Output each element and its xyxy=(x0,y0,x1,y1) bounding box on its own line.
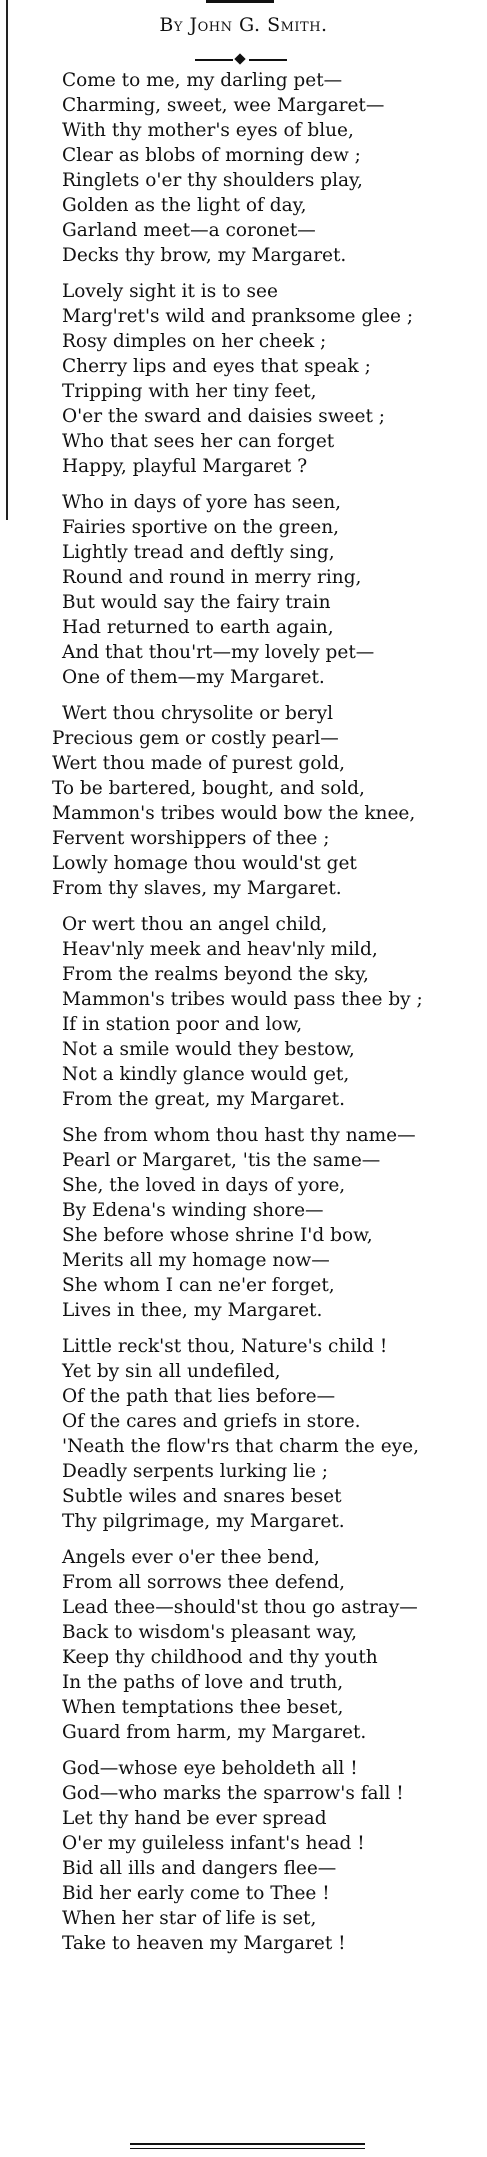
poem-line: Of the cares and griefs in store. xyxy=(62,1411,361,1432)
poem-line: Back to wisdom's pleasant way, xyxy=(62,1622,357,1643)
poem-line: Heav'nly meek and heav'nly mild, xyxy=(62,939,378,960)
poem-line: Subtle wiles and snares beset xyxy=(62,1486,342,1507)
top-rule xyxy=(206,0,274,3)
ornament-line-right xyxy=(249,59,287,61)
poem-line: Charming, sweet, wee Margaret— xyxy=(62,95,385,116)
poem-line: And that thou'rt—my lovely pet— xyxy=(62,642,375,663)
poem-line: Clear as blobs of morning dew ; xyxy=(62,145,361,166)
stanza xyxy=(0,1545,487,1745)
poem-line: Not a smile would they bestow, xyxy=(62,1039,355,1060)
poem-line: 'Neath the flow'rs that charm the eye, xyxy=(62,1436,419,1457)
poem-line: From the great, my Margaret. xyxy=(62,1089,345,1110)
poem-line: She, the loved in days of yore, xyxy=(62,1175,346,1196)
poem-line: Wert thou chrysolite or beryl xyxy=(62,703,334,724)
bottom-rule xyxy=(130,2143,365,2149)
poem-line: From all sorrows thee defend, xyxy=(62,1572,346,1593)
poem-line: Round and round in merry ring, xyxy=(62,567,362,588)
poem-line: Of the path that lies before— xyxy=(62,1386,336,1407)
poem-line: Yet by sin all undefiled, xyxy=(62,1361,281,1382)
poem-line: With thy mother's eyes of blue, xyxy=(62,120,354,141)
poem-line: In the paths of love and truth, xyxy=(62,1672,344,1693)
poem-line: Bid all ills and dangers flee— xyxy=(62,1858,337,1879)
poem-line: She before whose shrine I'd bow, xyxy=(62,1225,373,1246)
poem-line: Cherry lips and eyes that speak ; xyxy=(62,356,371,377)
poem-line: Take to heaven my Margaret ! xyxy=(62,1933,346,1954)
poem-line: By Edena's winding shore— xyxy=(62,1200,324,1221)
ornament-divider xyxy=(195,56,287,64)
poem-line: Who that sees her can forget xyxy=(62,431,335,452)
poem-line: She whom I can ne'er forget, xyxy=(62,1275,335,1296)
poem-line: Fervent worshippers of thee ; xyxy=(52,828,330,849)
poem-line: Ringlets o'er thy shoulders play, xyxy=(62,170,363,191)
poem-line: O'er the sward and daisies sweet ; xyxy=(62,406,385,427)
poem-line: From thy slaves, my Margaret. xyxy=(52,878,342,899)
poem-line: Angels ever o'er thee bend, xyxy=(62,1547,320,1568)
poem-line: Pearl or Margaret, 'tis the same— xyxy=(62,1150,381,1171)
poem-line: Let thy hand be ever spread xyxy=(62,1808,327,1829)
poem-line: Lovely sight it is to see xyxy=(62,281,278,302)
poem-line: To be bartered, bought, and sold, xyxy=(52,778,365,799)
poem-line: When her star of life is set, xyxy=(62,1908,317,1929)
poem-line: Had returned to earth again, xyxy=(62,617,334,638)
poem-line: Precious gem or costly pearl— xyxy=(52,728,339,749)
poem-line: Keep thy childhood and thy youth xyxy=(62,1647,378,1668)
poem-line: She from whom thou hast thy name— xyxy=(62,1125,416,1146)
poem-line: God—whose eye beholdeth all ! xyxy=(62,1758,358,1779)
stanza xyxy=(0,1756,487,1956)
poem-line: Mammon's tribes would bow the knee, xyxy=(52,803,416,824)
poem-line: Lives in thee, my Margaret. xyxy=(62,1300,323,1321)
poem-body xyxy=(0,68,487,1967)
poem-line: Happy, playful Margaret ? xyxy=(62,456,308,477)
stanza xyxy=(0,68,487,268)
poem-line: Lightly tread and deftly sing, xyxy=(62,542,335,563)
poem-line: From the realms beyond the sky, xyxy=(62,964,369,985)
poem-line: One of them—my Margaret. xyxy=(62,667,325,688)
poem-line: Lowly homage thou would'st get xyxy=(52,853,357,874)
poem-line: Decks thy brow, my Margaret. xyxy=(62,245,347,266)
ornament-line-left xyxy=(195,59,233,61)
stanza xyxy=(0,490,487,690)
poem-line: Little reck'st thou, Nature's child ! xyxy=(62,1336,388,1357)
poem-line: Guard from harm, my Margaret. xyxy=(62,1722,367,1743)
poem-line: When temptations thee beset, xyxy=(62,1697,344,1718)
stanza xyxy=(0,701,487,901)
poem-line: Deadly serpents lurking lie ; xyxy=(62,1461,329,1482)
poem-line: Come to me, my darling pet— xyxy=(62,70,343,91)
poem-line: O'er my guileless infant's head ! xyxy=(62,1833,365,1854)
poem-line: Wert thou made of purest gold, xyxy=(52,753,345,774)
poem-line: If in station poor and low, xyxy=(62,1014,303,1035)
poem-line: Lead thee—should'st thou go astray— xyxy=(62,1597,418,1618)
poem-line: Who in days of yore has seen, xyxy=(62,492,341,513)
stanza xyxy=(0,912,487,1112)
poem-line: Mammon's tribes would pass thee by ; xyxy=(62,989,423,1010)
poem-line: But would say the fairy train xyxy=(62,592,331,613)
poem-line: Or wert thou an angel child, xyxy=(62,914,328,935)
poem-line: Not a kindly glance would get, xyxy=(62,1064,350,1085)
poem-line: Rosy dimples on her cheek ; xyxy=(62,331,327,352)
stanza xyxy=(0,1334,487,1534)
stanza xyxy=(0,279,487,479)
poem-line: Garland meet—a coronet— xyxy=(62,220,316,241)
poem-line: Golden as the light of day, xyxy=(62,195,307,216)
ornament-diamond xyxy=(234,53,245,64)
poem-line: Merits all my homage now— xyxy=(62,1250,330,1271)
poem-line: God—who marks the sparrow's fall ! xyxy=(62,1783,404,1804)
poem-line: Thy pilgrimage, my Margaret. xyxy=(62,1511,345,1532)
poem-line: Marg'ret's wild and pranksome glee ; xyxy=(62,306,414,327)
poem-line: Tripping with her tiny feet, xyxy=(62,381,317,402)
byline: By John G. Smith. xyxy=(159,14,328,36)
stanza xyxy=(0,1123,487,1323)
poem-line: Bid her early come to Thee ! xyxy=(62,1883,330,1904)
poem-line: Fairies sportive on the green, xyxy=(62,517,340,538)
